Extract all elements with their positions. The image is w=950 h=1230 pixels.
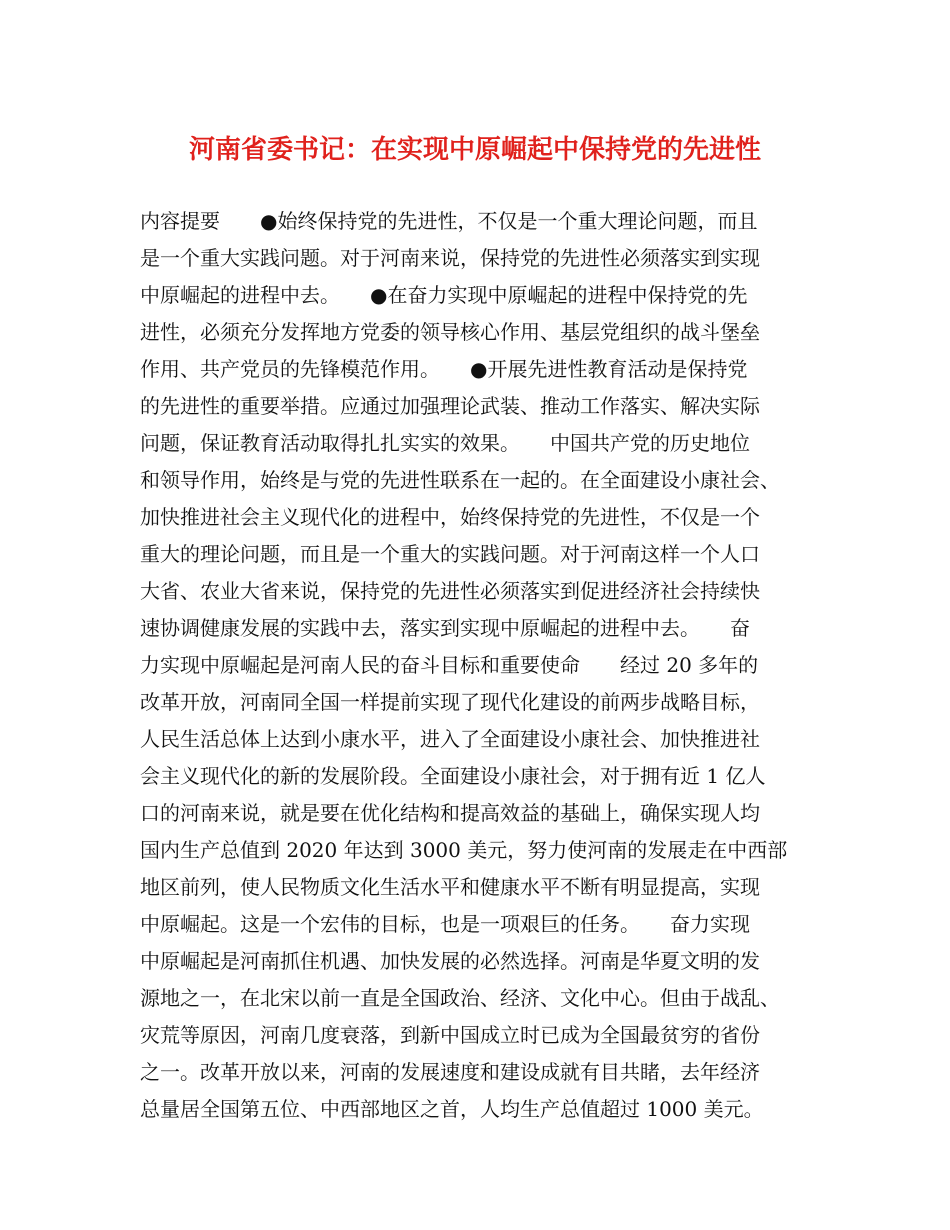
body-line: 人民生活总体上达到小康水平，进入了全面建设小康社会、加快推进社	[140, 727, 760, 751]
body-line: 进性，必须充分发挥地方党委的领导核心作用、基层党组织的战斗堡垒	[140, 320, 760, 344]
body-line: 大省、农业大省来说，保持党的先进性必须落实到促进经济社会持续快	[140, 579, 760, 603]
body-line: 内容提要 ●始终保持党的先进性，不仅是一个重大理论问题，而且	[140, 209, 758, 233]
body-line: 源地之一，在北宋以前一直是全国政治、经济、文化中心。但由于战乱、	[140, 986, 780, 1010]
body-line: 中原崛起是河南抓住机遇、加快发展的必然选择。河南是华夏文明的发	[140, 949, 760, 973]
body-line: 改革开放，河南同全国一样提前实现了现代化建设的前两步战略目标，	[140, 690, 760, 714]
body-line: 速协调健康发展的实践中去，落实到实现中原崛起的进程中去。 奋	[140, 616, 750, 640]
body-line: 中原崛起。这是一个宏伟的目标，也是一项艰巨的任务。 奋力实现	[140, 912, 750, 936]
body-line: 口的河南来说，就是要在优化结构和提高效益的基础上，确保实现人均	[140, 801, 760, 825]
document-title: 河南省委书记：在实现中原崛起中保持党的先进性	[188, 135, 761, 165]
body-line: 总量居全国第五位、中西部地区之首，人均生产总值超过 1000 美元。	[140, 1097, 764, 1121]
body-line: 加快推进社会主义现代化的进程中，始终保持党的先进性，不仅是一个	[140, 505, 760, 529]
body-line: 问题，保证教育活动取得扎扎实实的效果。 中国共产党的历史地位	[140, 431, 750, 455]
body-line: 之一。改革开放以来，河南的发展速度和建设成就有目共睹，去年经济	[140, 1060, 760, 1084]
body-line: 会主义现代化的新的发展阶段。全面建设小康社会，对于拥有近 1 亿人	[140, 764, 766, 788]
body-line: 作用、共产党员的先锋模范作用。 ●开展先进性教育活动是保持党	[140, 357, 748, 381]
body-line: 重大的理论问题，而且是一个重大的实践问题。对于河南这样一个人口	[140, 542, 760, 566]
body-line: 国内生产总值到 2020 年达到 3000 美元，努力使河南的发展走在中西部	[140, 838, 788, 862]
body-line: 地区前列，使人民物质文化生活水平和健康水平不断有明显提高，实现	[140, 875, 760, 899]
body-line: 力实现中原崛起是河南人民的奋斗目标和重要使命 经过 20 多年的	[140, 653, 759, 677]
body-line: 是一个重大实践问题。对于河南来说，保持党的先进性必须落实到实现	[140, 246, 760, 270]
document-body	[140, 203, 815, 1128]
body-line: 和领导作用，始终是与党的先进性联系在一起的。在全面建设小康社会、	[140, 468, 780, 492]
body-line: 灾荒等原因，河南几度衰落，到新中国成立时已成为全国最贫穷的省份	[140, 1023, 760, 1047]
body-line: 中原崛起的进程中去。 ●在奋力实现中原崛起的进程中保持党的先	[140, 283, 748, 307]
body-line: 的先进性的重要举措。应通过加强理论武装、推动工作落实、解决实际	[140, 394, 760, 418]
